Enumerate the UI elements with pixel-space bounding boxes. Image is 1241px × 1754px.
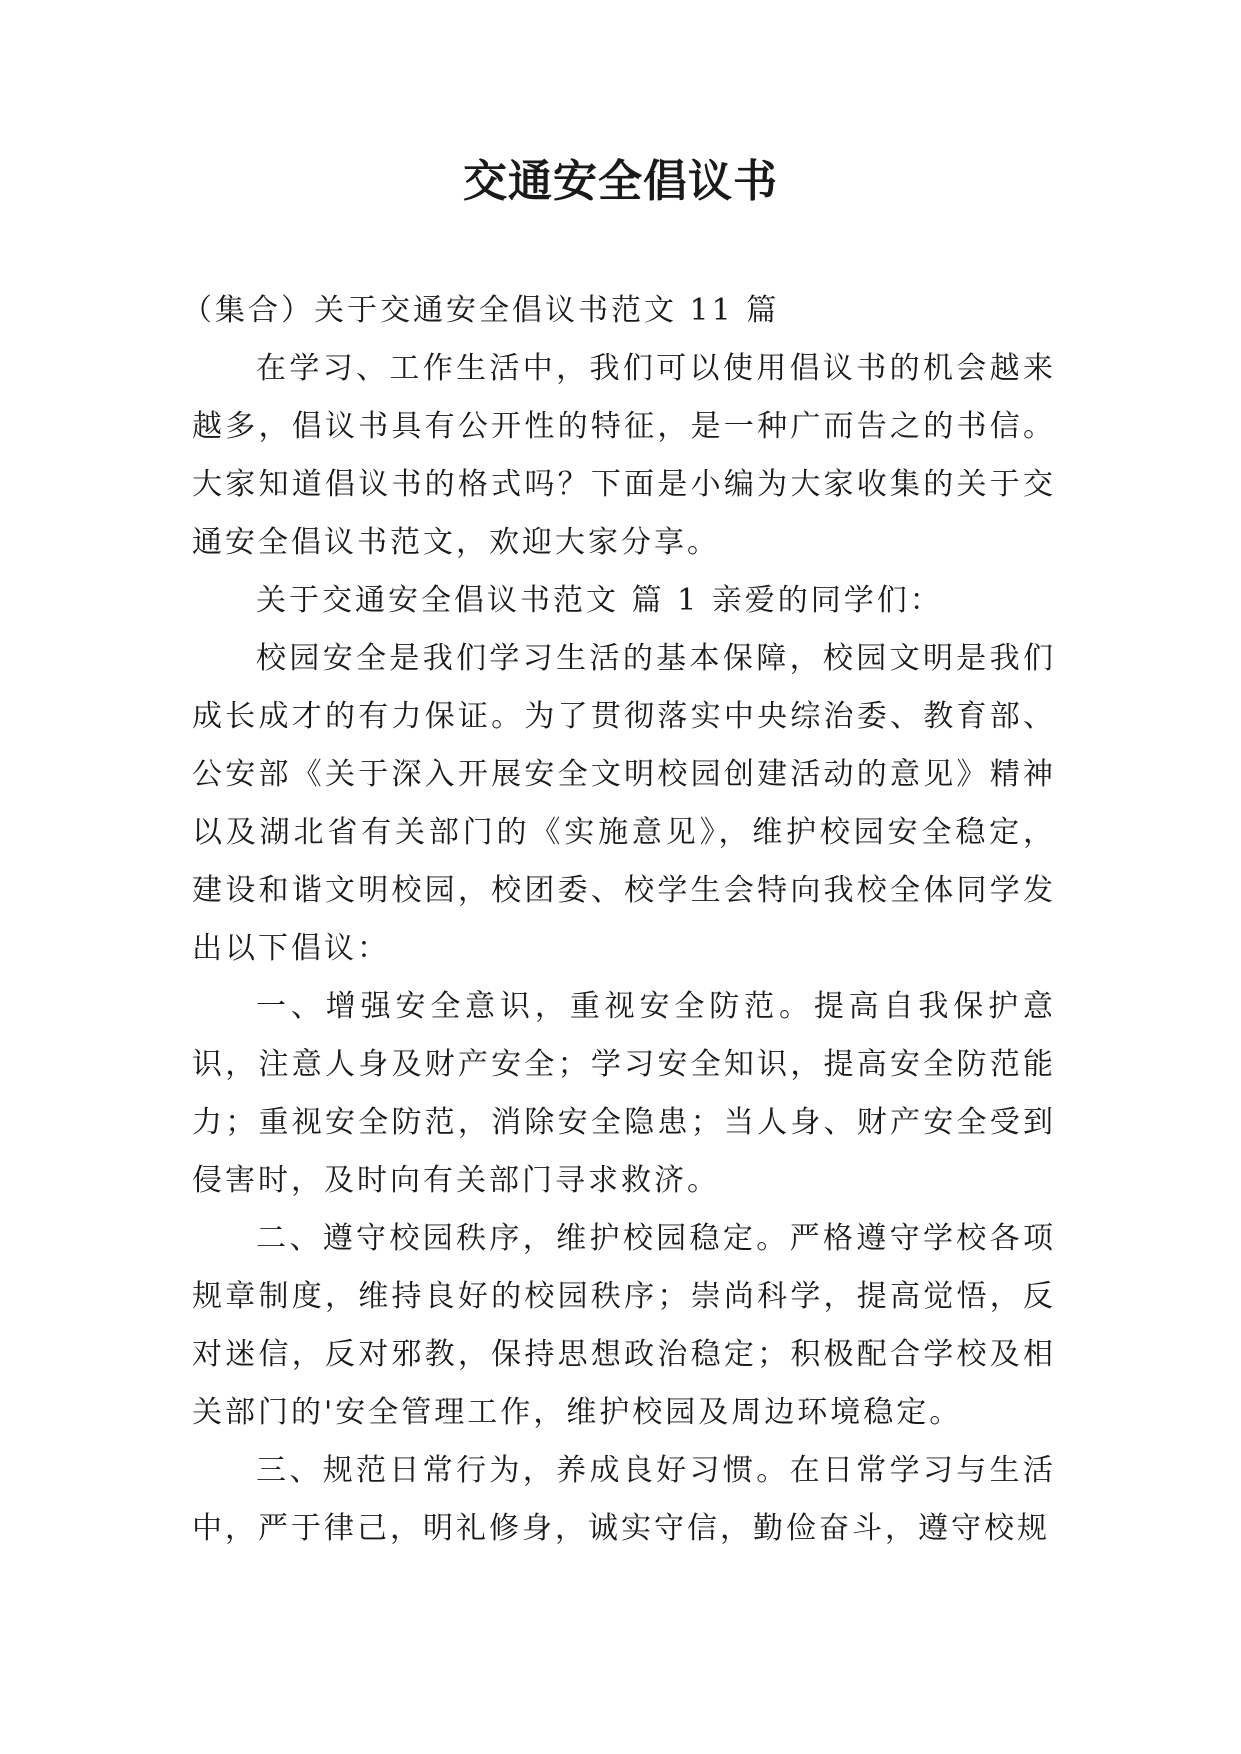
paragraph-item-3: 三、规范日常行为，养成良好习惯。在日常学习与生活中，严于律己，明礼修身，诚实守信，勤俭奋斗，遵守校规 bbox=[192, 1453, 1056, 1546]
paragraph-item-2: 二、遵守校园秩序，维护校园稳定。严格遵守学校各项规章制度，维持良好的校园秩序；崇尚科学，提高觉悟，反对迷信，反对邪教，保持思想政治稳定；积极配合学校及相关部门的'安全管理工作，维护校园及周边环境稳定。 bbox=[192, 1221, 1056, 1430]
paragraph-item-1: 一、增强安全意识，重视安全防范。提高自我保护意识，注意人身及财产安全；学习安全知识，提高安全防范能力；重视安全防范，消除安全隐患；当人身、财产安全受到侵害时，及时向有关部门寻求救济。 bbox=[192, 989, 1056, 1198]
paragraph-campus-safety: 校园安全是我们学习生活的基本保障，校园文明是我们成长成才的有力保证。为了贯彻落实中央综治委、教育部、公安部《关于深入开展安全文明校园创建活动的意见》精神以及湖北省有关部门的《实施意见》，维护校园安全稳定，建设和谐文明校园，校团委、校学生会特向我校全体同学发出以下倡议： bbox=[192, 641, 1056, 966]
paragraph-intro: 在学习、工作生活中，我们可以使用倡议书的机会越来越多，倡议书具有公开性的特征，是一种广而告之的书信。大家知道倡议书的格式吗？下面是小编为大家收集的关于交通安全倡议书范文，欢迎大家分享。 bbox=[192, 351, 1056, 560]
paragraph-heading-1: 关于交通安全倡议书范文 篇 1 亲爱的同学们： bbox=[256, 583, 943, 618]
document-body bbox=[182, 282, 1056, 1558]
document-subtitle: （集合）关于交通安全倡议书范文 11 篇 bbox=[182, 293, 780, 328]
document-title: 交通安全倡议书 bbox=[463, 156, 778, 207]
